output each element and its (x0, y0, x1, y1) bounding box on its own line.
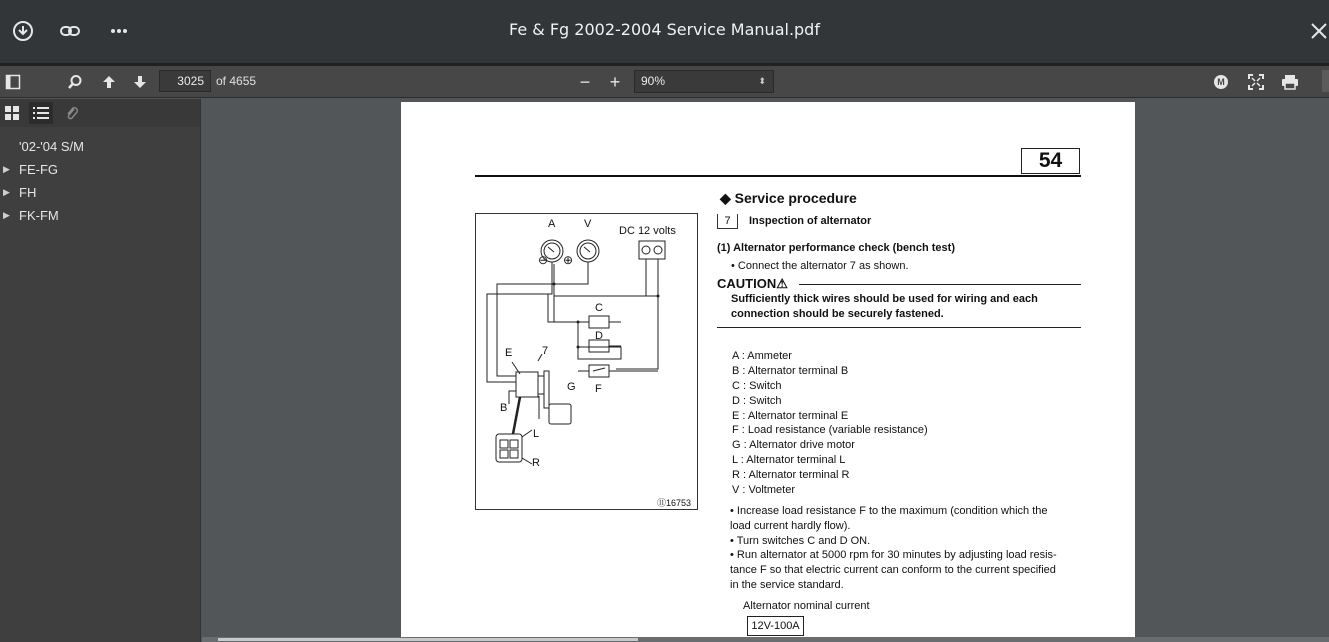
tab-attachments[interactable] (60, 102, 84, 124)
svg-text:⊖: ⊖ (538, 253, 549, 267)
service-procedure-heading: ◆ Service procedure (720, 190, 857, 206)
search-icon (67, 74, 83, 90)
next-page-button[interactable] (130, 70, 150, 94)
label-c: C (595, 302, 603, 314)
legend-item: B : Alternator terminal B (732, 365, 849, 377)
outline-item-label: '02-'04 S/M (19, 139, 84, 154)
legend-item: F : Load resistance (variable resistance) (732, 424, 928, 436)
toggle-sidebar-button[interactable] (2, 70, 24, 94)
outline-item[interactable] (0, 181, 200, 204)
arrow-up-icon (101, 74, 117, 90)
procedure-step: in the service standard. (730, 579, 844, 591)
legend-item: G : Alternator drive motor (732, 439, 855, 451)
tab-outline[interactable] (29, 102, 53, 124)
label-g: G (567, 381, 576, 393)
grid-icon (5, 106, 19, 120)
fullscreen-icon (1248, 74, 1264, 90)
print-button[interactable] (1279, 70, 1301, 94)
presentation-mode-button[interactable] (1211, 70, 1231, 94)
subsection-title: (1) Alternator performance check (bench test) (717, 242, 955, 254)
legend-item: L : Alternator terminal L (732, 454, 846, 466)
title-bar (0, 0, 1329, 63)
find-button[interactable] (65, 70, 85, 94)
zoom-value: 90% (641, 74, 666, 88)
figure-id: ⑪16753 (657, 498, 692, 508)
label-b: B (500, 402, 508, 414)
mode-icon: M (1214, 75, 1228, 89)
page-count-label: of 4655 (216, 74, 257, 88)
legend-item: R : Alternator terminal R (732, 469, 850, 481)
label-f: F (595, 383, 602, 395)
label-d: D (595, 330, 603, 342)
legend-item: A : Ammeter (732, 350, 792, 362)
caution-title: CAUTION⚠ (717, 276, 788, 291)
label-a: A (548, 218, 556, 230)
paperclip-icon (65, 106, 79, 120)
select-arrows-icon: ⬍ (758, 76, 766, 86)
outline-tree (0, 127, 200, 227)
label-v: V (584, 218, 592, 230)
sidebar-toggle-icon (5, 74, 21, 90)
legend-item: C : Switch (732, 380, 782, 392)
legend-item: D : Switch (732, 395, 782, 407)
expand-triangle-icon[interactable]: ▶ (3, 210, 10, 220)
caution-line-1: Sufficiently thick wires should be used for wiring and each (731, 293, 1038, 305)
wiring-diagram-drawing (476, 214, 699, 511)
procedure-step: tance F so that electric current can conform to the current specified (730, 564, 1056, 576)
document-viewer[interactable] (202, 99, 1329, 642)
zoom-out-button[interactable]: − (579, 71, 591, 92)
expand-triangle-icon[interactable]: ▶ (3, 187, 10, 197)
label-l: L (533, 428, 540, 440)
arrow-down-icon (132, 74, 148, 90)
list-icon (33, 106, 49, 120)
close-button[interactable] (1306, 18, 1329, 44)
procedure-step: load current hardly flow). (730, 520, 851, 532)
procedure-step: • Increase load resistance F to the maximum (condition which the (730, 505, 1048, 517)
pdf-page (401, 102, 1135, 642)
scrollbar-thumb[interactable] (218, 638, 638, 641)
header-rule (475, 175, 1081, 177)
procedure-step: • Run alternator at 5000 rpm for 30 minutes by adjusting load resis- (730, 549, 1057, 561)
nominal-current-value: 12V-100A (747, 616, 804, 636)
outline-item[interactable] (0, 204, 200, 227)
outline-item[interactable] (0, 135, 200, 158)
document-title: Fe & Fg 2002-2004 Service Manual.pdf (509, 20, 820, 39)
label-dc: DC 12 volts (619, 225, 676, 237)
legend-item: V : Voltmeter (732, 484, 795, 496)
pdf-toolbar (0, 66, 1329, 98)
zoom-in-button[interactable]: + (609, 71, 621, 92)
label-r: R (532, 457, 540, 469)
outline-item-label: FH (19, 185, 37, 200)
caution-bottom-rule (717, 327, 1081, 328)
printer-icon (1281, 74, 1299, 90)
horizontal-scrollbar[interactable] (202, 637, 1329, 642)
sidebar-tabs (0, 99, 200, 127)
svg-text:⊕: ⊕ (563, 253, 574, 267)
toolbar-scrollbar[interactable] (1322, 70, 1329, 92)
previous-page-button[interactable] (99, 70, 119, 94)
expand-triangle-icon[interactable]: ▶ (3, 164, 10, 174)
outline-item-label: FK-FM (19, 208, 59, 223)
zoom-select[interactable] (634, 70, 774, 93)
connect-instruction: • Connect the alternator 7 as shown. (731, 260, 909, 272)
outline-item[interactable] (0, 158, 200, 181)
label-7: 7 (542, 345, 549, 357)
caution-rule (799, 284, 1081, 285)
step-number-box: 7 (717, 214, 738, 229)
wiring-diagram (475, 213, 698, 510)
page-number-input[interactable]: 3025 (159, 70, 211, 92)
close-icon (1309, 21, 1329, 41)
caution-line-2: connection should be securely fastened. (731, 308, 944, 320)
tab-thumbnails[interactable] (0, 102, 24, 124)
fullscreen-button[interactable] (1245, 70, 1267, 94)
outline-item-label: FE-FG (19, 162, 58, 177)
nominal-current-label: Alternator nominal current (743, 600, 870, 612)
page-number-box: 54 (1021, 148, 1080, 174)
procedure-step: • Turn switches C and D ON. (730, 535, 871, 547)
legend-item: E : Alternator terminal E (732, 410, 849, 422)
label-e: E (505, 347, 513, 359)
step-title: Inspection of alternator (749, 215, 872, 227)
sidebar (0, 99, 201, 642)
